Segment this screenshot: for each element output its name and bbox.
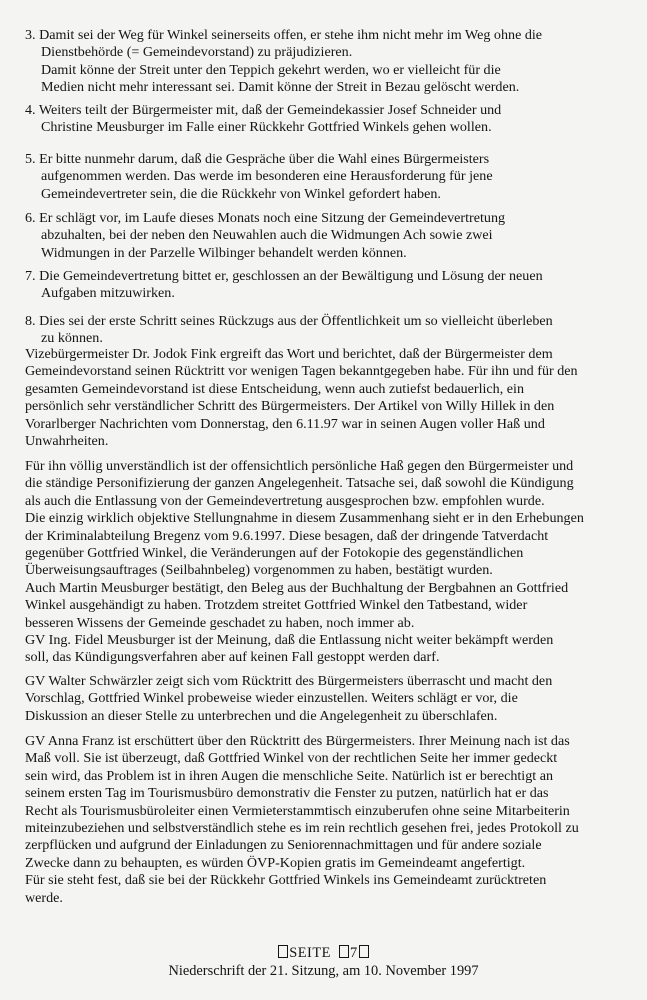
paragraph-line: Auch Martin Meusburger bestätigt, den Beleg aus der Buchhaltung der Bergbahnen an Gottfried <box>25 579 569 596</box>
paragraph-line: gegenüber Gottfried Winkel, die Veränderungen auf der Fotokopie des gegenständlichen <box>25 545 524 562</box>
paragraph-line: GV Anna Franz ist erschüttert über den Rücktritt des Bürgermeisters. Ihrer Meinung nach ist das <box>25 733 570 749</box>
paragraph-line: der Kriminalabteilung Bregenz vom 9.6.1997. Diese besagen, daß der dringende Tatverdacht <box>25 527 549 544</box>
document-title-footer: Niederschrift der 21. Sitzung, am 10. November 1997 <box>168 963 479 979</box>
paragraph-line: miteinzubeziehen und selbstverständlich stehe es im rein rechtlich gesehen frei, jedes Protokoll zu <box>25 820 579 837</box>
item-line: aufgenommen werden. Das werde im besonderen eine Herausforderung für jene <box>41 168 493 185</box>
box-glyph <box>359 945 369 958</box>
item-line: Widmungen in der Parzelle Wilbinger behandelt werden können. <box>41 244 407 261</box>
paragraph-line: die ständige Personifizierung der ganzen Angelegenheit. Tatsache sei, daß sowohl die Kündigung <box>25 475 574 492</box>
item-line: 4. Weiters teilt der Bürgermeister mit, daß der Gemeindekassier Josef Schneider und <box>25 102 502 118</box>
item-line: 5. Er bitte nunmehr darum, daß die Gespräche über die Wahl eines Bürgermeisters <box>25 151 490 167</box>
paragraph-line: als auch die Entlassung von der Gemeindevertretung ausgesprochen bzw. empfohlen wurde. <box>25 492 545 509</box>
page-number: 7 <box>350 945 358 961</box>
item-line: abzuhalten, bei der neben den Neuwahlen auch die Widmungen Ach sowie zwei <box>41 227 493 244</box>
item-line: zu können. <box>41 330 103 347</box>
paragraph-line: gesamten Gemeindevorstand ist diese Entscheidung, wenn auch zutiefst bedauerlich, ein <box>25 380 524 397</box>
list-item-3 <box>25 27 620 97</box>
paragraph-line: sein wird, das Problem ist in ihren Augen die menschliche Seite. Natürlich ist er berechtigt an <box>25 767 553 784</box>
paragraph-vizebuergermeister <box>25 346 625 450</box>
paragraph-line: Recht als Tourismusbüroleiter einen Vermieterstammtisch einzuberufen ohne seine Mitarbeiterin <box>25 802 570 819</box>
item-line: Medien nicht mehr interessant sei. Damit könne der Streit in Bezau gelöscht werden. <box>41 79 520 96</box>
paragraph-line: Die einzig wirklich objektive Stellungnahme in diesem Zusammenhang sieht er in den Erhebungen <box>25 510 584 527</box>
list-item-5 <box>25 151 620 203</box>
page-number-line <box>0 944 647 962</box>
item-line: Gemeindevertreter sein, die die Rückkehr von Winkel gefordert haben. <box>41 185 441 202</box>
paragraph-anna-franz <box>25 733 625 907</box>
item-line: 3. Damit sei der Weg für Winkel seinerseits offen, er stehe ihm nicht mehr im Weg ohne die <box>25 27 543 43</box>
paragraph-line: soll, das Kündigungsverfahren aber auf keinen Fall gestoppt werden darf. <box>25 649 440 666</box>
list-item-7 <box>25 268 620 303</box>
item-line: 8. Dies sei der erste Schritt seines Rückzugs aus der Öffentlichkeit um so vielleicht überleben <box>25 313 553 329</box>
item-line: Damit könne der Streit unter den Teppich gekehrt werden, wo er vielleicht für die <box>41 61 501 78</box>
paragraph-line: Für sie steht fest, daß sie bei der Rückkehr Gottfried Winkels ins Gemeindeamt zurücktreten <box>25 872 547 889</box>
paragraph-line: Überweisungsauftrages (Seilbahnbeleg) vorgenommen zu haben, bestätigt wurden. <box>25 562 493 579</box>
page-label: SEITE <box>289 945 331 961</box>
list-item-8 <box>25 313 620 348</box>
paragraph-line: Maß voll. Sie ist überzeugt, daß Gottfried Winkel von der rechtlichen Seite her immer gedeckt <box>25 750 558 767</box>
box-glyph <box>278 945 288 958</box>
paragraph-line: persönlich sehr verständlicher Schritt des Bürgermeisters. Der Artikel von Willy Hillek in den <box>25 398 555 415</box>
paragraph-line: Gemeindevorstand seinen Rücktritt vor wenigen Tagen bekanntgegeben habe. Für ihn und für den <box>25 363 578 380</box>
item-line: 6. Er schlägt vor, im Laufe dieses Monats noch eine Sitzung der Gemeindevertretung <box>25 210 506 226</box>
paragraph-line: Für ihn völlig unverständlich ist der offensichtlich persönliche Haß gegen den Bürgermeister und <box>25 458 574 474</box>
paragraph-line: Vorarlberger Nachrichten vom Donnerstag, den 6.11.97 war in seinen Augen voller Haß und <box>25 415 545 432</box>
paragraph-line: Vizebürgermeister Dr. Jodok Fink ergreift das Wort und berichtet, daß der Bürgermeister dem <box>25 346 553 362</box>
paragraph-line: werde. <box>25 889 63 906</box>
list-item-4 <box>25 102 620 137</box>
item-line: Christine Meusburger im Falle einer Rückkehr Gottfried Winkels gehen wollen. <box>41 119 492 136</box>
paragraph-line: Zwecke dann zu behaupten, es würden ÖVP-Kopien gratis im Gemeindeamt angefertigt. <box>25 854 526 871</box>
paragraph-hass <box>25 458 625 632</box>
paragraph-line: seinem ersten Tag im Tourismusbüro demonstrativ die Fenster zu putzen, natürlich hat er das <box>25 785 549 802</box>
paragraph-line: Vorschlag, Gottfried Winkel probeweise wieder einzustellen. Weiters schlägt er vor, die <box>25 690 518 707</box>
paragraph-line: Unwahrheiten. <box>25 433 109 450</box>
paragraph-walter-schwaerzler <box>25 673 625 725</box>
paragraph-line: zerpflücken und aufgrund der Einladungen zu Seniorennachmittagen und für andere soziale <box>25 837 542 854</box>
paragraph-line: GV Ing. Fidel Meusburger ist der Meinung, daß die Entlassung nicht weiter bekämpft werden <box>25 632 554 648</box>
item-line: Dienstbehörde (= Gemeindevorstand) zu präjudizieren. <box>41 44 353 61</box>
item-line: 7. Die Gemeindevertretung bittet er, geschlossen an der Bewältigung und Lösung der neuen <box>25 268 543 284</box>
box-glyph <box>339 945 349 958</box>
paragraph-line: GV Walter Schwärzler zeigt sich vom Rücktritt des Bürgermeisters überrascht und macht den <box>25 673 553 689</box>
paragraph-fidel-meusburger <box>25 632 625 667</box>
list-item-6 <box>25 210 620 262</box>
paragraph-line: Diskussion an dieser Stelle zu unterbrechen und die Angelegenheit zu überschlafen. <box>25 707 498 724</box>
paragraph-line: Winkel ausgehändigt zu haben. Trotzdem streitet Gottfried Winkel den Tatbestand, wider <box>25 597 528 614</box>
paragraph-line: besseren Wissens der Gemeinde geschadet zu haben, noch immer ab. <box>25 614 415 631</box>
item-line: Aufgaben mitzuwirken. <box>41 285 175 302</box>
